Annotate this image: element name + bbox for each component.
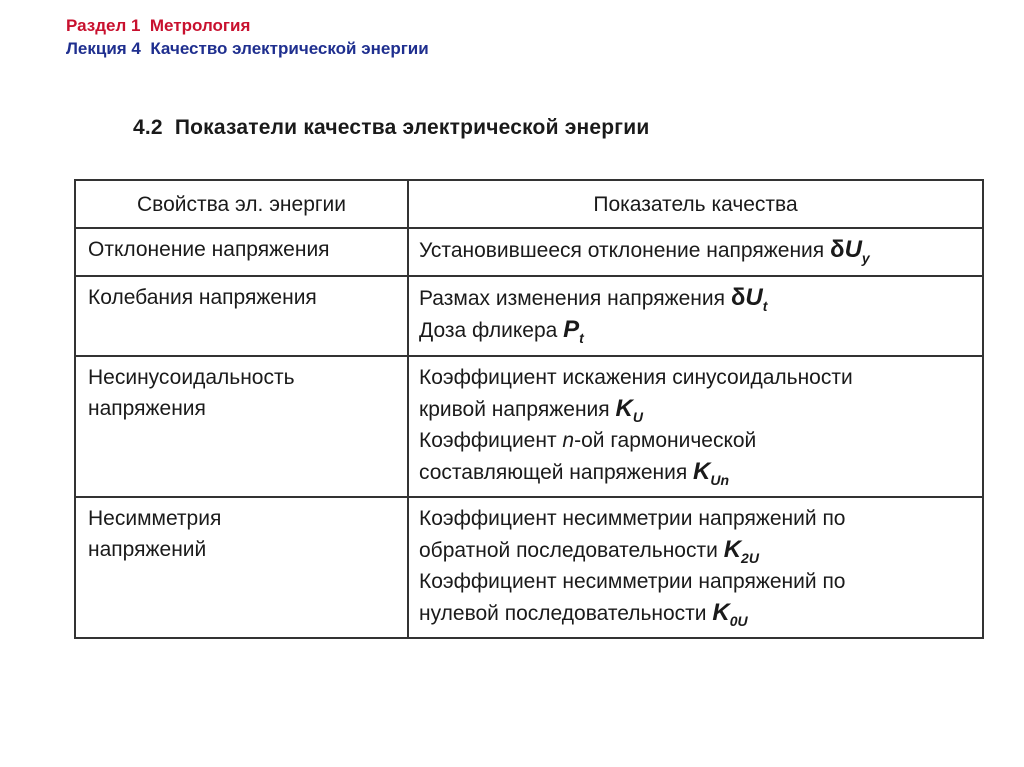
property-cell: Отклонение напряжения [75,228,408,276]
table-row [75,497,983,638]
property-cell: Несинусоидальность напряжения [75,356,408,497]
indicator-symbol: $K_{2U}$ [723,536,759,566]
indicator-symbol: $\delta U_t$ [730,284,768,314]
indicator-cell [408,228,983,276]
property-cell: Колебания напряжения [75,276,408,356]
column-header-properties: Свойства эл. энергии [75,180,408,228]
indicator-cell [408,497,983,638]
property-cell: Несимметрия напряжений [75,497,408,638]
indicator-line: Коэффициент n-ой гармонической [419,429,757,452]
indicator-line: Коэффициент несимметрии напряжений по [419,570,846,593]
table-row [75,356,983,497]
table-row [75,228,983,276]
indicator-line: обратной последовательности $K_{2U}$ [419,536,759,566]
indicator-symbol: $K_U$ [615,395,643,425]
indicator-symbol: $P_t$ [563,316,584,346]
indicator-text: Установившееся отклонение напряжения [419,239,830,262]
indicator-line: Коэффициент несимметрии напряжений по [419,507,846,530]
table-header-row [75,180,983,228]
indicator-symbol: $K_{0U}$ [712,599,748,629]
slide-header [66,14,429,60]
page-title: 4.2 Показатели качества электрической энергии [133,116,650,139]
table-row [75,276,983,356]
indicator-line: Коэффициент искажения синусоидальности [419,366,853,389]
lecture-label: Лекция 4 Качество электрической энергии [66,39,429,58]
indicator-cell [408,356,983,497]
indicator-symbol: $K_{Un}$ [693,458,730,488]
section-label: Раздел 1 Метрология [66,16,251,35]
indicator-symbol: $\delta U_y$ [830,236,870,266]
indicator-line: Размах изменения напряжения $\delta U_t$ [419,284,768,314]
indicator-line: Доза фликера $P_t$ [419,316,584,346]
indicator-line: нулевой последовательности $K_{0U}$ [419,599,748,629]
indicator-line: составляющей напряжения $K_{Un}$ [419,458,730,488]
indicator-line: кривой напряжения $K_U$ [419,395,643,425]
column-header-indicator: Показатель качества [408,180,983,228]
quality-indicators-table [74,179,984,639]
indicator-cell [408,276,983,356]
